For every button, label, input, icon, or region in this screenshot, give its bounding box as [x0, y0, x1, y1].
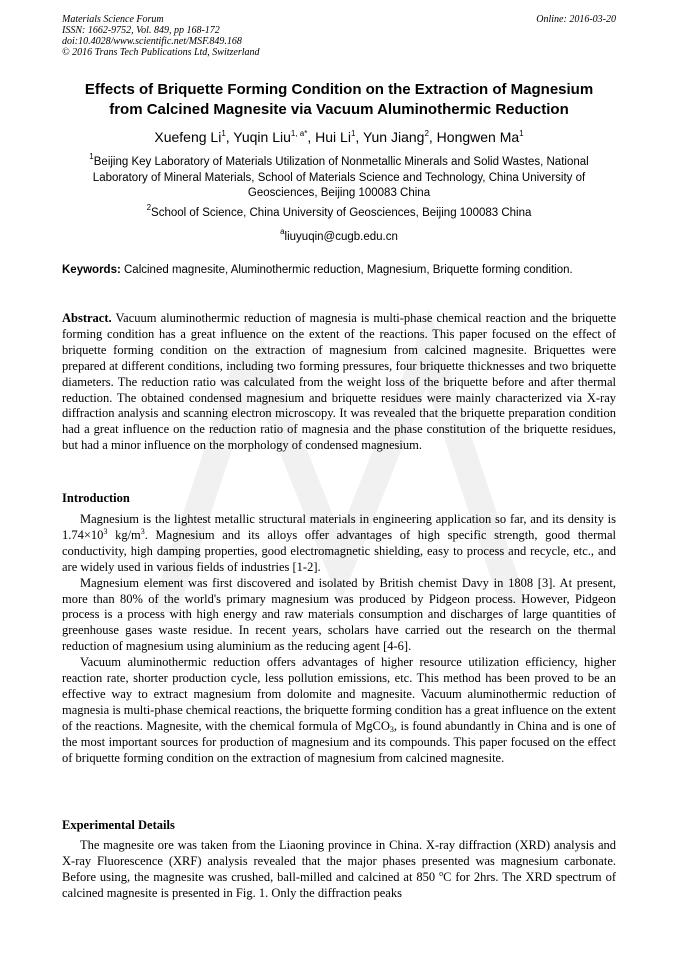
issn-line: ISSN: 1662-9752, Vol. 849, pp 168-172 [62, 25, 220, 36]
author-name: Yun Jiang [362, 129, 425, 145]
paper-title [62, 80, 616, 120]
keywords-label: Keywords: [62, 264, 121, 276]
intro-paragraph-3: Vacuum aluminothermic reduction offers advantages of higher resource utilization efficiency, higher reaction rate, shorter production cycle, less pollution emissions, etc. This method has been proved to be an effective way to extract magnesium from dolomite and magnesite. Vacuum aluminothermic reduction of magnesia is multi-phase chemical reactions, the briquette forming condition has a great influence on the extent of the reactions. Magnesite, with the chemical formula of MgCO$_3$, is found abundantly in China and is one of the most important sources for production of magnesium and its compounds. This paper focused on the effect of briquette forming condition on the extraction of magnesium from calcined magnesite. [62, 655, 616, 765]
author-name: Yuqin Liu [233, 129, 291, 145]
title-line-2: from Calcined Magnesite via Vacuum Aluminothermic Reduction [109, 101, 569, 118]
abstract [62, 311, 616, 454]
experimental-paragraph-1: The magnesite ore was taken from the Liaoning province in China. X-ray diffraction (XRD) analysis and X-ray Fluorescence (XRF) analysis revealed that the major phases presented was magnesium carbonate. Before using, the magnesite was crushed, ball-milled and calcined at 850 $^o$C for 2hrs. The XRD spectrum of calcined magnesite is presented in Fig. 1. Only the diffraction peaks [62, 838, 616, 900]
doi-line: doi:10.4028/www.scientific.net/MSF.849.168 [62, 36, 242, 47]
author-name: Hongwen Ma [436, 129, 520, 145]
experimental-heading: Experimental Details [62, 818, 175, 832]
keywords-text: Calcined magnesite, Aluminothermic reduction, Magnesium, Briquette forming condition. [124, 264, 573, 276]
affiliation-2: $^2$School of Science, China University of Geosciences, Beijing 100083 China [146, 203, 532, 219]
journal-header [62, 14, 616, 58]
intro-paragraph-1: Magnesium is the lightest metallic structural materials in engineering application so far, and its density is $1.74\times 10^3$ $kg/m^3$. Magnesium and its alloys offer advantages of high specific strength, good thermal conductivity, high damping properties, good electromagnetic shielding, easy to process and recycle, etc., and are widely used in various fields of industries [1-2]. [62, 512, 616, 574]
abstract-text: Vacuum aluminothermic reduction of magnesia is multi-phase chemical reaction and the briquette forming condition has a great influence on the extent of the reactions. This paper focused on the effect of briquette forming condition on the extraction of magnesium from calcined magnesite. Briquettes were prepared at different conditions, including two forming pressures, four briquette thicknesses and two briquette diameters. The reduction ratio was calculated from the weight loss of the briquette before and after thermal reduction. The obtained condensed magnesium and briquette residues were mainly characterized via X-ray diffraction analysis and scanning electron microscopy. It was revealed that the briquette preparation condition had a great influence on the reduction ratio of magnesia and the phase constitution of the briquette residues, but had a minor influence on the morphology of condensed magnesium. [62, 311, 616, 453]
author-affiliation-mark: 1 [519, 129, 524, 138]
author-affiliation-mark: 1, a* [290, 129, 308, 138]
author-affiliation-mark: 1 [350, 129, 356, 138]
author-name: Hui Li [315, 129, 351, 145]
author-affiliation-mark: 2 [424, 129, 429, 138]
author-list: Xuefeng Li$^1$, Yuqin Liu$^{1, a*}$, Hui Li$^1$, Yun Jiang$^2$, Hongwen Ma$^1$ [154, 129, 524, 145]
author-affiliation-mark: 1 [221, 129, 226, 138]
intro-paragraph-2: Magnesium element was first discovered and isolated by British chemist Davy in 1808 [3]. At present, more than 80% of the world's primary magnesium was produced by Pidgeon process. However, Pidgeon process is a process with high energy and raw materials consumption and discharges of large quantities of greenhouse gases waste residue. In recent years, scholars have carried out the research on the thermal reduction of magnesium using aluminium as the reducing agent [4-6]. [62, 575, 616, 654]
journal-name: Materials Science Forum [62, 14, 164, 25]
introduction-heading: Introduction [62, 491, 130, 505]
online-date: Online: 2016-03-20 [536, 14, 616, 25]
title-line-1: Effects of Briquette Forming Condition on the Extraction of Magnesium [84, 81, 594, 98]
introduction-body [62, 512, 616, 767]
abstract-label: Abstract. [62, 311, 112, 325]
corresponding-email: $^a$liuyuqin@cugb.edu.cn [280, 227, 398, 243]
experimental-body [62, 838, 616, 902]
author-name: Xuefeng Li [154, 129, 222, 145]
affiliation-1: $^1$Beijing Key Laboratory of Materials Utilization of Nonmetallic Minerals and Solid Wastes, National Laboratory of Mineral Materials, School of Materials Science and Technology, China University of Geosciences, Beijing 100083 China [89, 152, 589, 199]
copyright-line: © 2016 Trans Tech Publications Ltd, Switzerland [62, 47, 260, 58]
keywords [62, 263, 616, 278]
